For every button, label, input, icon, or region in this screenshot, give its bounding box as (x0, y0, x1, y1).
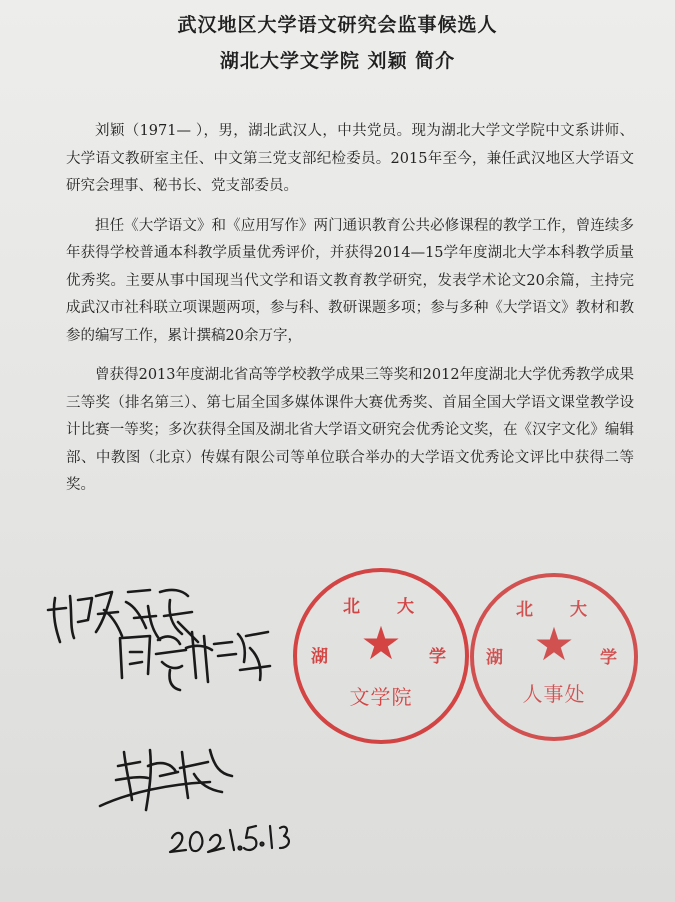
personnel-seal (470, 573, 638, 741)
paragraph-1: 刘颖（1971— ），男，湖北武汉人，中共党员。现为湖北大学文学院中文系讲师、大学语文教研室主任、中文第三党支部纪检委员。2015年至今，兼任武汉地区大学语文研究会理事、秘书长、党支部委员。 (66, 123, 634, 194)
seal-ring-char: 北 (516, 600, 533, 620)
paragraph-2: 担任《大学语文》和《应用写作》两门通识教育公共必修课程的教学工作，曾连续多年获得学校普通本科教学质量优秀评价，并获得2014—15学年度湖北大学本科教学质量优秀奖。主要从事中国现当代文学和语文教育教学研究，发表学术论文20余篇，主持完成武汉市社科联立项课题两项，参与科、教研课题多项；参与多种《大学语文》教材和教参的编写工作，累计撰稿20余万字， (66, 217, 634, 344)
college-seal (293, 568, 469, 744)
seal-ring-char: 湖 (311, 647, 328, 667)
seal-ring-char: 学 (600, 648, 617, 668)
seal-ring-char: 湖 (486, 648, 503, 668)
paragraph-3: 曾获得2013年度湖北省高等学校教学成果三等奖和2012年度湖北大学优秀教学成果三等奖（排名第三）、第七届全国多媒体课件大赛优秀奖、首届全国大学语文课堂教学设计比赛一等奖；多次获得全国及湖北省大学语文研究会优秀论文奖，在《汉字文化》编辑部、中教图（北京）传媒有限公司等单位联合举办的大学语文优秀论文评比中获得二等奖。 (66, 367, 634, 493)
handwritten-approval-note (48, 590, 198, 642)
seal-unit-name: 人事处 (522, 682, 586, 706)
seal-star-icon: ★ (533, 617, 575, 672)
handwritten-signature (100, 750, 232, 810)
handwritten-date (170, 826, 289, 852)
seal-star-icon: ★ (360, 615, 402, 670)
seal-ring-char: 学 (429, 647, 446, 667)
body-text (66, 118, 634, 512)
document-subtitle: 湖北大学文学院 刘颖 简介 (219, 50, 456, 72)
document-title: 武汉地区大学语文研究会监事候选人 (177, 14, 498, 36)
seal-ring-char: 北 (343, 597, 360, 617)
seal-ring-char: 大 (570, 600, 587, 620)
seal-ring-char: 大 (397, 597, 414, 617)
seal-unit-name: 文学院 (349, 685, 413, 709)
handwriting (0, 570, 300, 870)
